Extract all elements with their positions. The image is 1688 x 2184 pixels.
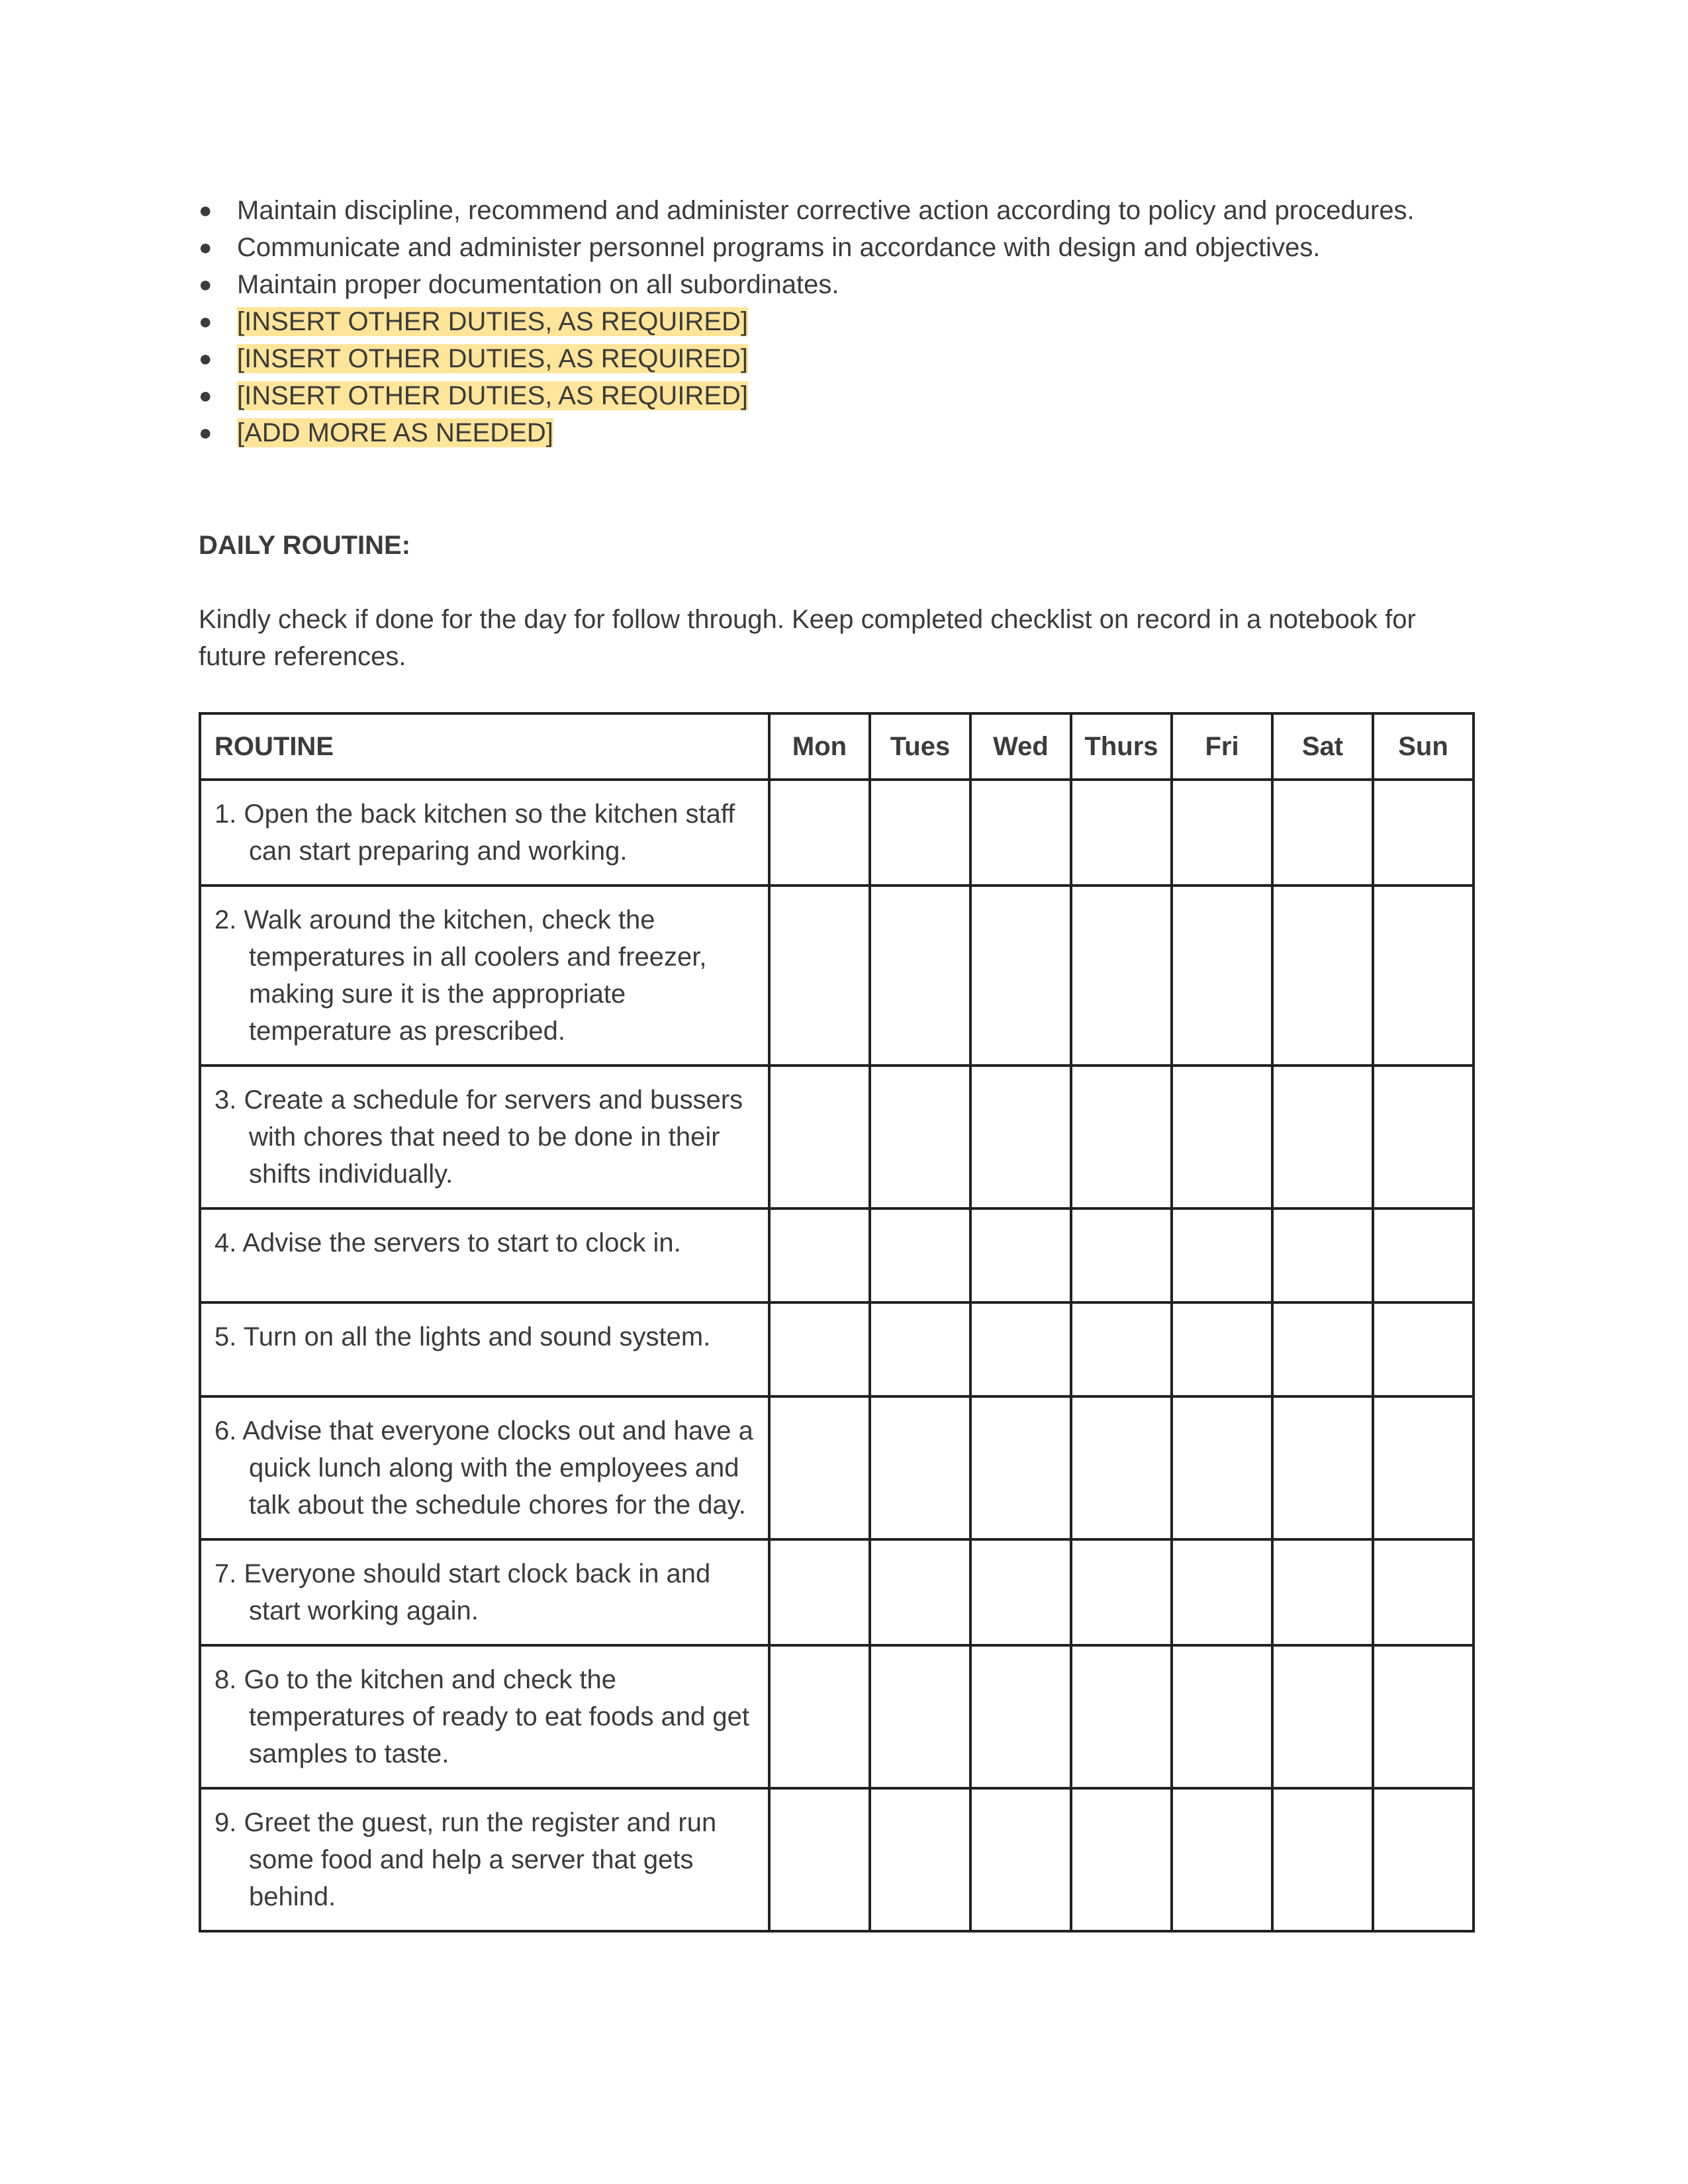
check-cell-mon[interactable] (769, 1539, 870, 1645)
check-cell-wed[interactable] (970, 1302, 1071, 1396)
bullet-icon: ● (199, 235, 212, 260)
duty-item-placeholder (199, 303, 1476, 340)
table-row (200, 1066, 1474, 1208)
check-cell-sun[interactable] (1373, 1539, 1474, 1645)
duty-item-placeholder (199, 340, 1476, 377)
check-cell-thurs[interactable] (1071, 886, 1172, 1066)
check-cell-tues[interactable] (870, 1066, 970, 1208)
check-cell-sun[interactable] (1373, 1208, 1474, 1302)
check-cell-fri[interactable] (1172, 780, 1272, 886)
duty-text: Maintain discipline, recommend and administer corrective action according to policy and procedures. (237, 196, 1415, 225)
routine-task-cell (200, 1066, 769, 1208)
routine-task-cell (200, 1302, 769, 1396)
table-body (200, 780, 1474, 1931)
check-cell-tues[interactable] (870, 1396, 970, 1539)
check-cell-mon[interactable] (769, 886, 870, 1066)
check-cell-sun[interactable] (1373, 780, 1474, 886)
check-cell-fri[interactable] (1172, 1645, 1272, 1788)
duty-placeholder-text[interactable]: [INSERT OTHER DUTIES, AS REQUIRED] (237, 344, 748, 373)
header-sun: Sun (1373, 713, 1474, 780)
bullet-icon: ● (199, 420, 212, 445)
duty-item (199, 266, 1476, 303)
table-row (200, 1396, 1474, 1539)
table-row (200, 1208, 1474, 1302)
check-cell-thurs[interactable] (1071, 1396, 1172, 1539)
duty-text: Maintain proper documentation on all subordinates. (237, 270, 839, 299)
routine-task-cell (200, 886, 769, 1066)
check-cell-sun[interactable] (1373, 886, 1474, 1066)
routine-task-text: 8. Go to the kitchen and check the temperatures of ready to eat foods and get samples to taste. (214, 1665, 750, 1768)
duty-item-placeholder (199, 377, 1476, 414)
routine-task-cell (200, 1788, 769, 1931)
check-cell-fri[interactable] (1172, 1539, 1272, 1645)
check-cell-fri[interactable] (1172, 1208, 1272, 1302)
check-cell-wed[interactable] (970, 1396, 1071, 1539)
check-cell-tues[interactable] (870, 886, 970, 1066)
check-cell-wed[interactable] (970, 1645, 1071, 1788)
routine-task-text: 5. Turn on all the lights and sound system. (214, 1322, 711, 1351)
routine-task-cell (200, 1396, 769, 1539)
check-cell-sat[interactable] (1272, 1302, 1373, 1396)
check-cell-fri[interactable] (1172, 1788, 1272, 1931)
daily-routine-heading: DAILY ROUTINE: (199, 531, 411, 560)
check-cell-tues[interactable] (870, 1539, 970, 1645)
routine-task-text: 9. Greet the guest, run the register and run some food and help a server that gets behind. (214, 1808, 717, 1911)
check-cell-sat[interactable] (1272, 1208, 1373, 1302)
check-cell-tues[interactable] (870, 780, 970, 886)
table-row (200, 886, 1474, 1066)
check-cell-tues[interactable] (870, 1302, 970, 1396)
table-header-row (200, 713, 1474, 780)
check-cell-mon[interactable] (769, 1208, 870, 1302)
routine-checklist-table (199, 712, 1475, 1933)
header-wed: Wed (970, 713, 1071, 780)
check-cell-fri[interactable] (1172, 1302, 1272, 1396)
check-cell-sat[interactable] (1272, 780, 1373, 886)
check-cell-sat[interactable] (1272, 1788, 1373, 1931)
duty-item-placeholder (199, 414, 1476, 451)
check-cell-thurs[interactable] (1071, 1208, 1172, 1302)
bullet-icon: ● (199, 198, 212, 223)
duty-item (199, 229, 1476, 266)
duty-placeholder-text[interactable]: [INSERT OTHER DUTIES, AS REQUIRED] (237, 381, 748, 410)
routine-task-cell (200, 1645, 769, 1788)
bullet-icon: ● (199, 309, 212, 334)
routine-task-text: 2. Walk around the kitchen, check the temperatures in all coolers and freezer, making sure it is the appropriate temperature as prescribed. (214, 905, 707, 1046)
duty-item (199, 192, 1476, 229)
check-cell-sat[interactable] (1272, 1066, 1373, 1208)
check-cell-fri[interactable] (1172, 886, 1272, 1066)
check-cell-sun[interactable] (1373, 1788, 1474, 1931)
check-cell-sun[interactable] (1373, 1396, 1474, 1539)
check-cell-mon[interactable] (769, 1066, 870, 1208)
check-cell-sat[interactable] (1272, 1396, 1373, 1539)
table-row (200, 1539, 1474, 1645)
routine-task-text: 7. Everyone should start clock back in and start working again. (214, 1559, 711, 1625)
bullet-icon: ● (199, 346, 212, 371)
duty-placeholder-text[interactable]: [INSERT OTHER DUTIES, AS REQUIRED] (237, 307, 748, 336)
check-cell-wed[interactable] (970, 1208, 1071, 1302)
routine-task-text: 4. Advise the servers to start to clock in. (214, 1228, 681, 1257)
routine-task-text: 1. Open the back kitchen so the kitchen staff can start preparing and working. (214, 799, 735, 866)
routine-task-cell (200, 1539, 769, 1645)
check-cell-wed[interactable] (970, 780, 1071, 886)
bullet-icon: ● (199, 383, 212, 408)
routine-task-cell (200, 1208, 769, 1302)
check-cell-mon[interactable] (769, 780, 870, 886)
table-row (200, 1302, 1474, 1396)
routine-task-cell (200, 780, 769, 886)
header-mon: Mon (769, 713, 870, 780)
check-cell-fri[interactable] (1172, 1396, 1272, 1539)
header-sat: Sat (1272, 713, 1373, 780)
duties-list (199, 192, 1476, 451)
table-row (200, 780, 1474, 886)
check-cell-thurs[interactable] (1071, 780, 1172, 886)
check-cell-tues[interactable] (870, 1208, 970, 1302)
document-page (199, 192, 1476, 1933)
table-row (200, 1645, 1474, 1788)
check-cell-sun[interactable] (1373, 1302, 1474, 1396)
check-cell-mon[interactable] (769, 1645, 870, 1788)
header-tues: Tues (870, 713, 970, 780)
check-cell-fri[interactable] (1172, 1066, 1272, 1208)
check-cell-sat[interactable] (1272, 1539, 1373, 1645)
check-cell-wed[interactable] (970, 1066, 1071, 1208)
check-cell-tues[interactable] (870, 1645, 970, 1788)
check-cell-thurs[interactable] (1071, 1302, 1172, 1396)
check-cell-thurs[interactable] (1071, 1645, 1172, 1788)
check-cell-wed[interactable] (970, 886, 1071, 1066)
check-cell-mon[interactable] (769, 1302, 870, 1396)
header-thurs: Thurs (1071, 713, 1172, 780)
header-routine: ROUTINE (200, 713, 769, 780)
check-cell-thurs[interactable] (1071, 1788, 1172, 1931)
check-cell-mon[interactable] (769, 1396, 870, 1539)
table-row (200, 1788, 1474, 1931)
check-cell-mon[interactable] (769, 1788, 870, 1931)
check-cell-wed[interactable] (970, 1788, 1071, 1931)
routine-task-text: 3. Create a schedule for servers and bussers with chores that need to be done in their shifts individually. (214, 1085, 743, 1189)
bullet-icon: ● (199, 272, 212, 297)
routine-task-text: 6. Advise that everyone clocks out and have a quick lunch along with the employees and talk about the schedule chores for the day. (214, 1416, 753, 1520)
daily-routine-intro: Kindly check if done for the day for follow through. Keep completed checklist on record in a notebook for future references. (199, 605, 1416, 671)
check-cell-sat[interactable] (1272, 886, 1373, 1066)
duty-text: Communicate and administer personnel programs in accordance with design and objectives. (237, 233, 1321, 262)
check-cell-sun[interactable] (1373, 1066, 1474, 1208)
check-cell-thurs[interactable] (1071, 1539, 1172, 1645)
header-fri: Fri (1172, 713, 1272, 780)
check-cell-sat[interactable] (1272, 1645, 1373, 1788)
check-cell-thurs[interactable] (1071, 1066, 1172, 1208)
check-cell-sun[interactable] (1373, 1645, 1474, 1788)
check-cell-wed[interactable] (970, 1539, 1071, 1645)
duty-placeholder-text[interactable]: [ADD MORE AS NEEDED] (237, 418, 553, 447)
check-cell-tues[interactable] (870, 1788, 970, 1931)
